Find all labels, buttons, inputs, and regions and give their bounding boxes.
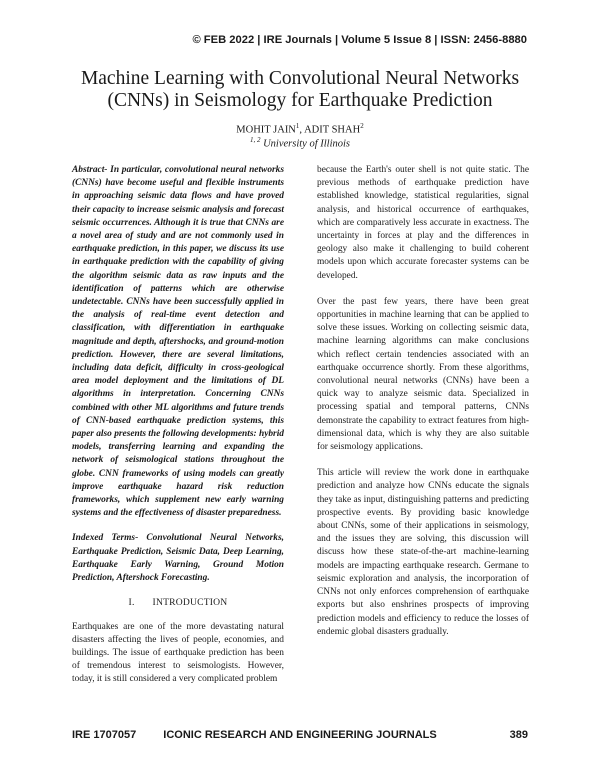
affiliation-line xyxy=(40,134,560,151)
author-2: ADIT SHAH xyxy=(304,124,361,136)
author-separator: , xyxy=(299,124,305,136)
author-2-sup: 2 xyxy=(360,122,364,130)
intro-paragraph-4: This article will review the work done in earthquake prediction and analyze how CNNs educate the signals they take as input, distinguishing patterns and predicting prospective events. By providing basic knowledge about CNNs, some of their applications in seismology, and the issues they are solving, this discussion will discuss how these state-of-the-art machine-learning models are impacting earthquake research. Germane to seismic exploration and analysis, the incorporation of CNNs not only enforces comprehension of earthquake exports but also enshrines prospects of improving prediction models and efficiency to reduce the losses of endemic global disasters gradually. xyxy=(317,468,529,637)
left-column xyxy=(72,164,284,687)
footer-page-number: 389 xyxy=(509,729,528,741)
right-column xyxy=(317,164,529,639)
author-1: MOHIT JAIN xyxy=(236,124,296,136)
paper-title xyxy=(40,68,560,112)
affiliation: University of Illinois xyxy=(263,138,351,150)
affiliation-sup: 1, 2 xyxy=(249,136,261,144)
title-line-1: Machine Learning with Convolutional Neural Networks xyxy=(80,68,520,89)
section-title: INTRODUCTION xyxy=(152,597,228,609)
abstract: Abstract- In particular, convolutional neural networks (CNNs) have become useful and flexible instruments in approaching seismic data flows and have proved their capacity to increase seismic analysis and forecast seismic occurrences. Although it is true that CNNs are a novel area of study and are not commonly used in earthquake prediction, in this paper, we discuss its use in earthquake prediction with the capability of giving the algorithm seismic data as raw inputs and the identification of patterns which are otherwise undetectable. CNNs have been successfully applied in the analysis of real-time event detection and classification, with differentiation in earthquake magnitude and depth, aftershocks, and ground-motion prediction. However, there are several limitations, including data deficit, difficulty in cross-geological area model deployment and the limitations of DL algorithms in interpretation. Concerning CNNs combined with other ML algorithms and future trends of CNN-based earthquake prediction systems, this paper also presents the following developments: hybrid models, transferring learning and expanding the network of seismological stations throughout the globe. CNN frameworks of using models can greatly improve earthquake hazard risk reduction frameworks, which supplement new early warning systems and the effectiveness of disaster preparedness. xyxy=(72,165,284,519)
journal-header: © FEB 2022 | IRE Journals | Volume 5 Issue 8 | ISSN: 2456-8880 xyxy=(192,34,527,46)
footer-paper-id: IRE 1707057 xyxy=(72,729,137,741)
intro-paragraph-2: because the Earth's outer shell is not quite static. The previous methods of earthquake prediction have established knowledge, statistical regularities, signal analysis, and historical occurrence of earthquakes, which are comparatively less accurate in exactness. The uncertainty in forces at play and the differences in geology also make it challenging to build coherent models upon which accurate forecaster systems can be developed. xyxy=(317,165,529,281)
intro-paragraph-1: Earthquakes are one of the more devastating natural disasters affecting the lives of people, economies, and buildings. The issue of earthquake prediction has been of tremendous interest to seismologists. However, today, it is still considered a very complicated problem xyxy=(72,621,284,685)
author-1-sup: 1 xyxy=(295,122,300,130)
section-number: I. xyxy=(128,597,135,609)
intro-paragraph-3: Over the past few years, there have been great opportunities in machine learning that can be applied to solve these issues. Working on collecting seismic data, machine learning algorithms can make conclusions which reflect certain tendencies associated with an earthquake occurrence shortly. From these algorithms, convolutional neural networks (CNNs) have been a quick way to analyze seismic data. Specialized in processing spatial and temporal patterns, CNNs demonstrate the capability to extract features from high-dimensional data, which is why they are also suitable for seismology applications. xyxy=(317,296,529,453)
section-heading-introduction xyxy=(72,596,284,609)
title-line-2: (CNNs) in Seismology for Earthquake Prediction xyxy=(107,90,493,111)
footer-journal-name: ICONIC RESEARCH AND ENGINEERING JOURNALS xyxy=(163,729,437,741)
index-terms: Indexed Terms- Convolutional Neural Networks, Earthquake Prediction, Seismic Data, Deep Learning, Earthquake Early Warning, Ground Motion Prediction, Aftershock Forecasting. xyxy=(72,533,284,584)
